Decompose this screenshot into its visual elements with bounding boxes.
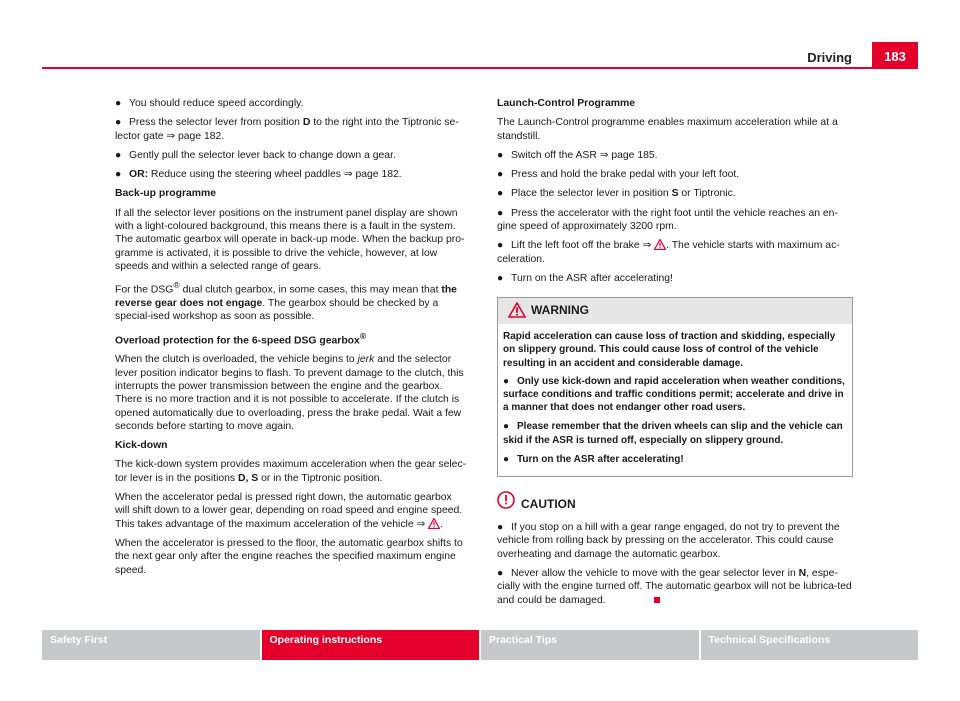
footer-tab-operating-instructions[interactable]: Operating instructions (262, 630, 480, 660)
paragraph: The Launch-Control programme enables maximum acceleration while at a standstill. (497, 117, 838, 142)
footer-nav (42, 630, 918, 660)
paragraph: For the DSG® dual clutch gearbox, in some cases, this may mean that the reverse gear does not engage. The gearbox should be checked by a special-ised workshop as soon as possible. (115, 280, 457, 323)
paragraph: If all the selector lever positions on the instrument panel display are shown with a light-coloured background, this means there is a fault in the system. The automatic gearbox will operate in back-up mode. When the backup pro-gramme is activated, it is possible to drive the vehicle, however, at low speeds and within a selected range of gears. (115, 207, 465, 272)
list-item: ● Switch off the ASR ⇒ page 185. (497, 149, 658, 161)
list-item: ● Press the selector lever from position D to the right into the Tiptronic se-lector gate ⇒ page 182. (115, 117, 459, 142)
caution-icon (497, 491, 515, 509)
end-of-section-marker (654, 597, 660, 603)
right-column (497, 97, 853, 613)
warning-box (497, 297, 853, 477)
list-item: ● Turn on the ASR after accelerating! (503, 453, 684, 465)
caution-header (497, 491, 853, 513)
subheading-launch: Launch-Control Programme (497, 98, 635, 109)
subheading-backup: Back-up programme (115, 188, 217, 200)
list-item: ● Turn on the ASR after accelerating! (497, 272, 673, 284)
footer-tab-practical-tips[interactable]: Practical Tips (481, 630, 699, 660)
warning-body (498, 324, 852, 476)
list-item: ● You should reduce speed accordingly. (115, 98, 304, 109)
list-item: ● Press the accelerator with the right foot until the vehicle reaches an en-gine speed of approximately 3200 rpm. (497, 207, 838, 233)
warning-triangle-icon (428, 518, 440, 529)
footer-tab-safety-first[interactable]: Safety First (42, 630, 260, 660)
list-item: ● Press and hold the brake pedal with your left foot. (497, 169, 740, 181)
caution-title: CAUTION (521, 497, 576, 512)
warning-title: WARNING (531, 303, 589, 318)
list-item: ● Please remember that the driven wheels can slip and the vehicle can skid if the ASR is turned off, especially on slippery ground. (503, 421, 843, 446)
footer-tab-technical-specifications[interactable]: Technical Specifications (701, 630, 919, 660)
left-column (115, 97, 467, 583)
warning-text: Rapid acceleration can cause loss of traction and skidding, especially on slippery ground. This could cause loss of control of the vehicle resulting in an accident and considerable damage. (503, 331, 836, 369)
paragraph: When the accelerator pedal is pressed right down, the automatic gearbox will shift down to a lower gear, depending on road speed and engine speed. This takes advantage of the maximum acceleration of the vehicle ⇒ . (115, 492, 463, 530)
list-item: ● Only use kick-down and rapid acceleration when weather conditions, surface conditions and traffic conditions permit; accelerate and drive in a manner that does not endanger other road users. (503, 375, 845, 414)
list-item: ● Place the selector lever in position S or Tiptronic. (497, 188, 736, 200)
list-item: ● OR: Reduce using the steering wheel paddles ⇒ page 182. (115, 169, 402, 181)
subheading-kickdown: Kick-down (115, 440, 168, 452)
page-number: 183 (872, 42, 918, 68)
paragraph: When the clutch is overloaded, the vehicle begins to jerk and the selector lever position indicator begins to flash. To prevent damage to the clutch, this interrupts the power transmission between the engine and the gearbox. There is no more traction and it is not possible to accelerate. If the clutch is opened automatically due to overloading, press the brake pedal. Wait a few seconds before starting to move again. (115, 354, 464, 432)
list-item: ● Never allow the vehicle to move with the gear selector lever in N, espe-cially with the engine turned off. The automatic gearbox will not be lubrica-ted and could be damaged. (497, 567, 852, 606)
subheading-overload: Overload protection for the 6-speed DSG gearbox® (115, 330, 367, 347)
paragraph: When the accelerator is pressed to the floor, the automatic gearbox shifts to the next gear only after the engine reaches the specified maximum engine speed. (115, 537, 463, 576)
header-rule (42, 67, 918, 69)
warning-header (498, 298, 852, 324)
warning-triangle-icon (508, 302, 526, 318)
section-title: Driving (807, 50, 852, 65)
list-item: ● Lift the left foot off the brake ⇒ . The vehicle starts with maximum ac-celeration. (497, 240, 840, 265)
warning-triangle-icon (654, 239, 666, 250)
list-item: ● Gently pull the selector lever back to change down a gear. (115, 149, 396, 161)
paragraph: The kick-down system provides maximum acceleration when the gear selec-tor lever is in the positions D, S or in the Tiptronic position. (115, 459, 467, 484)
list-item: ● If you stop on a hill with a gear range engaged, do not try to prevent the vehicle from rolling back by pressing on the accelerator. This could cause overheating and damage the automatic gearbox. (497, 522, 840, 560)
